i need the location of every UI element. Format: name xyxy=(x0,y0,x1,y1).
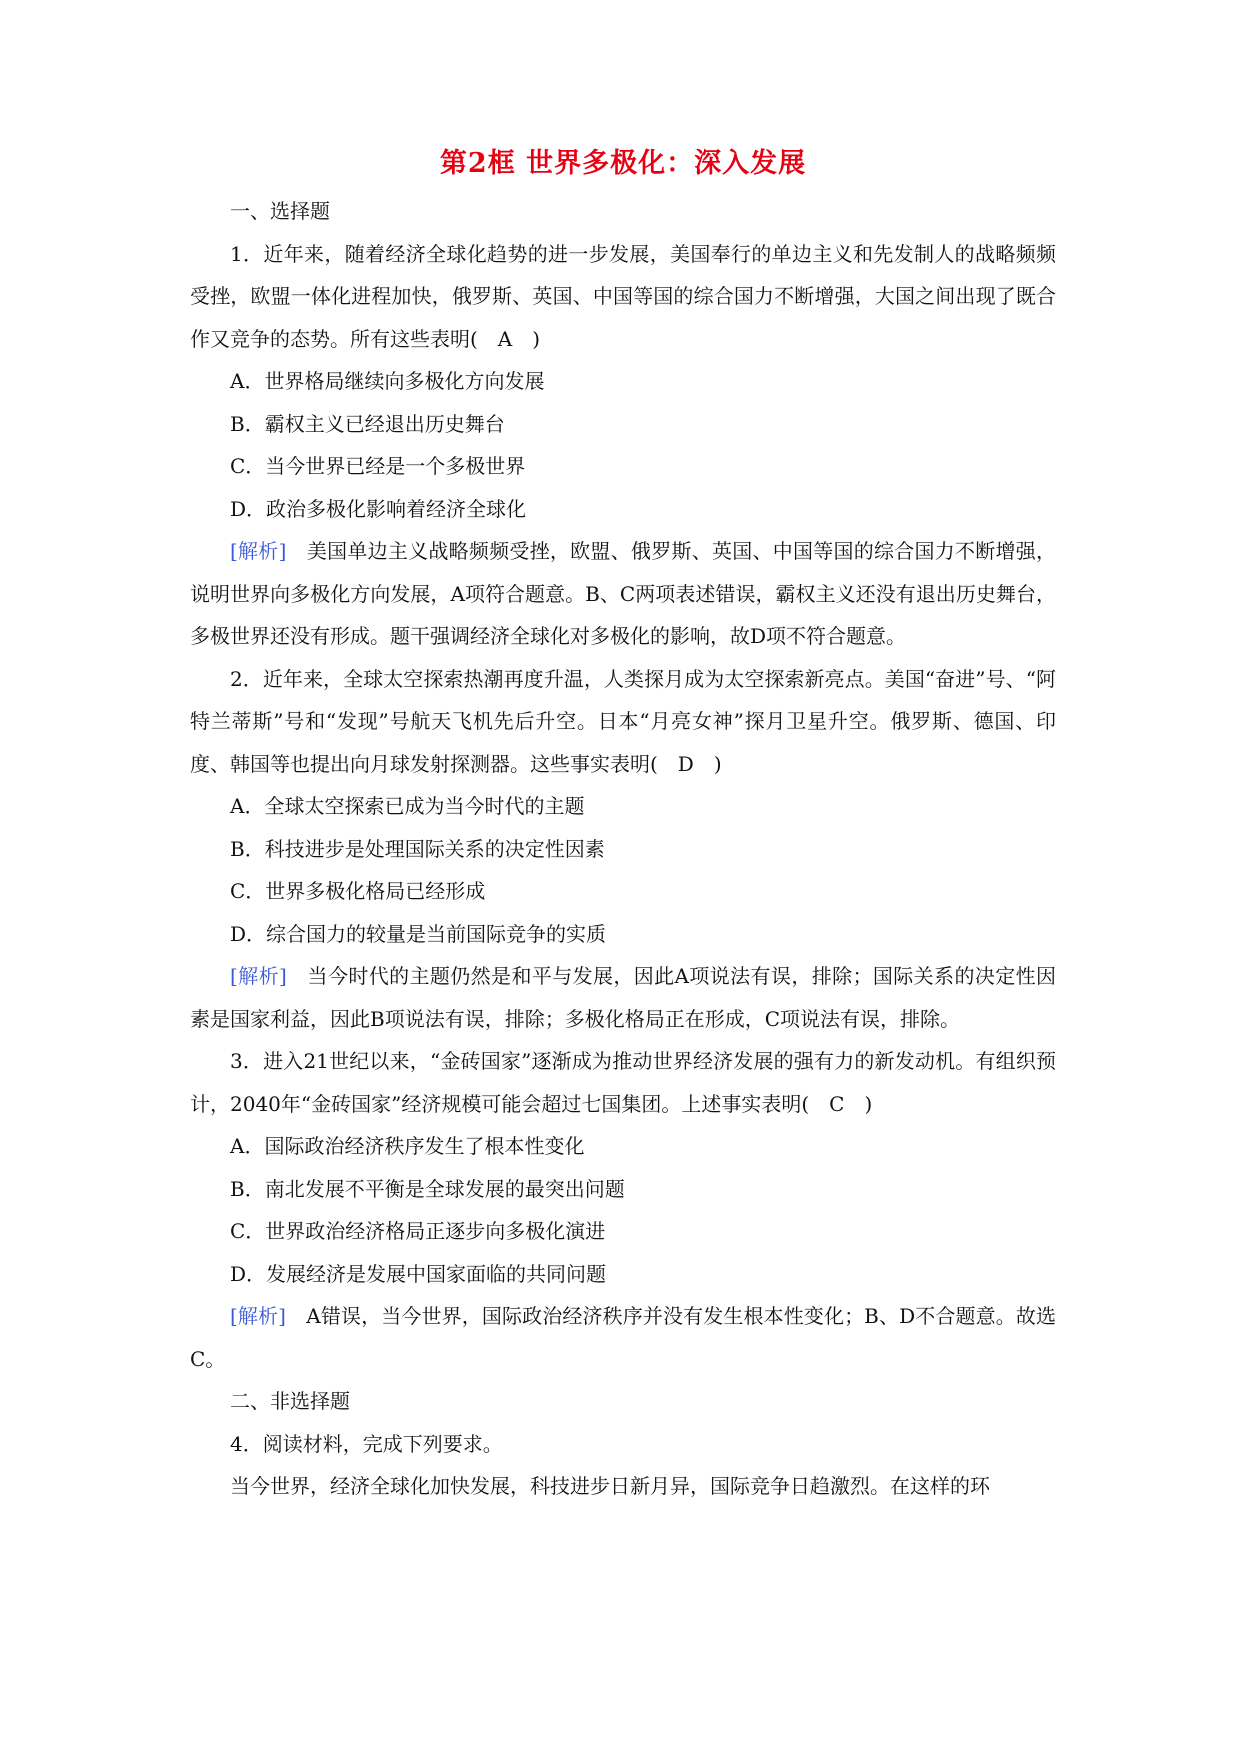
section-heading-choice: 一、选择题 xyxy=(230,199,330,223)
question-2-option-d: D．综合国力的较量是当前国际竞争的实质 xyxy=(230,921,607,946)
question-1-analysis xyxy=(190,530,1056,658)
analysis-tag: [解析] xyxy=(230,964,287,988)
question-3-option-a: A．国际政治经济秩序发生了根本性变化 xyxy=(230,1134,585,1158)
question-4-stem: 4．阅读材料，完成下列要求。 xyxy=(230,1431,503,1456)
analysis-text: 美国单边主义战略频频受挫，欧盟、俄罗斯、英国、中国等国的综合国力不断增强，说明世界向多极化方向发展，A项符合题意。B、C两项表述错误，霸权主义还没有退出历史舞台，多极世界还没有形成。题干强调经济全球化对多极化的影响，故D项不符合题意。 xyxy=(190,539,1057,648)
section-heading-nonchoice: 二、非选择题 xyxy=(230,1389,350,1413)
question-4-material: 当今世界，经济全球化加快发展，科技进步日新月异，国际竞争日趋激烈。在这样的环 xyxy=(230,1474,990,1498)
question-1-option-b: B．霸权主义已经退出历史舞台 xyxy=(230,411,505,436)
question-3-analysis xyxy=(190,1295,1056,1380)
question-3-option-d: D．发展经济是发展中国家面临的共同问题 xyxy=(230,1261,607,1286)
document-body xyxy=(190,142,1056,1508)
question-3-stem: 3．进入21世纪以来，“金砖国家”逐渐成为推动世界经济发展的强有力的新发动机。有组织预计，2040年“金砖国家”经济规模可能会超过七国集团。上述事实表明( C ) xyxy=(190,1049,1056,1116)
page-title: 第2框 世界多极化：深入发展 xyxy=(439,148,807,179)
question-2-analysis xyxy=(190,955,1056,1040)
question-1-stem: 1．近年来，随着经济全球化趋势的进一步发展，美国奉行的单边主义和先发制人的战略频频受挫，欧盟一体化进程加快，俄罗斯、英国、中国等国的综合国力不断增强，大国之间出现了既合作又竞争的态势。所有这些表明( A ) xyxy=(190,241,1056,351)
question-2-option-a: A．全球太空探索已成为当今时代的主题 xyxy=(230,794,585,818)
question-2-stem: 2．近年来，全球太空探索热潮再度升温，人类探月成为太空探索新亮点。美国“奋进”号、“阿特兰蒂斯”号和“发现”号航天飞机先后升空。日本“月亮女神”探月卫星升空。俄罗斯、德国、印度、韩国等也提出向月球发射探测器。这些事实表明( D ) xyxy=(190,666,1056,776)
question-3-option-c: C．世界政治经济格局正逐步向多极化演进 xyxy=(230,1219,606,1243)
analysis-tag: [解析] xyxy=(230,1304,286,1328)
analysis-text: 当今时代的主题仍然是和平与发展，因此A项说法有误，排除；国际关系的决定性因素是国家利益，因此B项说法有误，排除；多极化格局正在形成，C项说法有误，排除。 xyxy=(190,964,1056,1031)
question-1-option-a: A．世界格局继续向多极化方向发展 xyxy=(230,369,545,393)
analysis-text: A错误，当今世界，国际政治经济秩序并没有发生根本性变化；B、D不合题意。故选C。 xyxy=(190,1304,1056,1371)
question-1-option-d: D．政治多极化影响着经济全球化 xyxy=(230,496,527,521)
question-2-option-b: B．科技进步是处理国际关系的决定性因素 xyxy=(230,836,605,861)
analysis-tag: [解析] xyxy=(230,539,287,563)
question-2-option-c: C．世界多极化格局已经形成 xyxy=(230,879,486,903)
question-1-option-c: C．当今世界已经是一个多极世界 xyxy=(230,454,526,478)
question-3-option-b: B．南北发展不平衡是全球发展的最突出问题 xyxy=(230,1176,625,1201)
